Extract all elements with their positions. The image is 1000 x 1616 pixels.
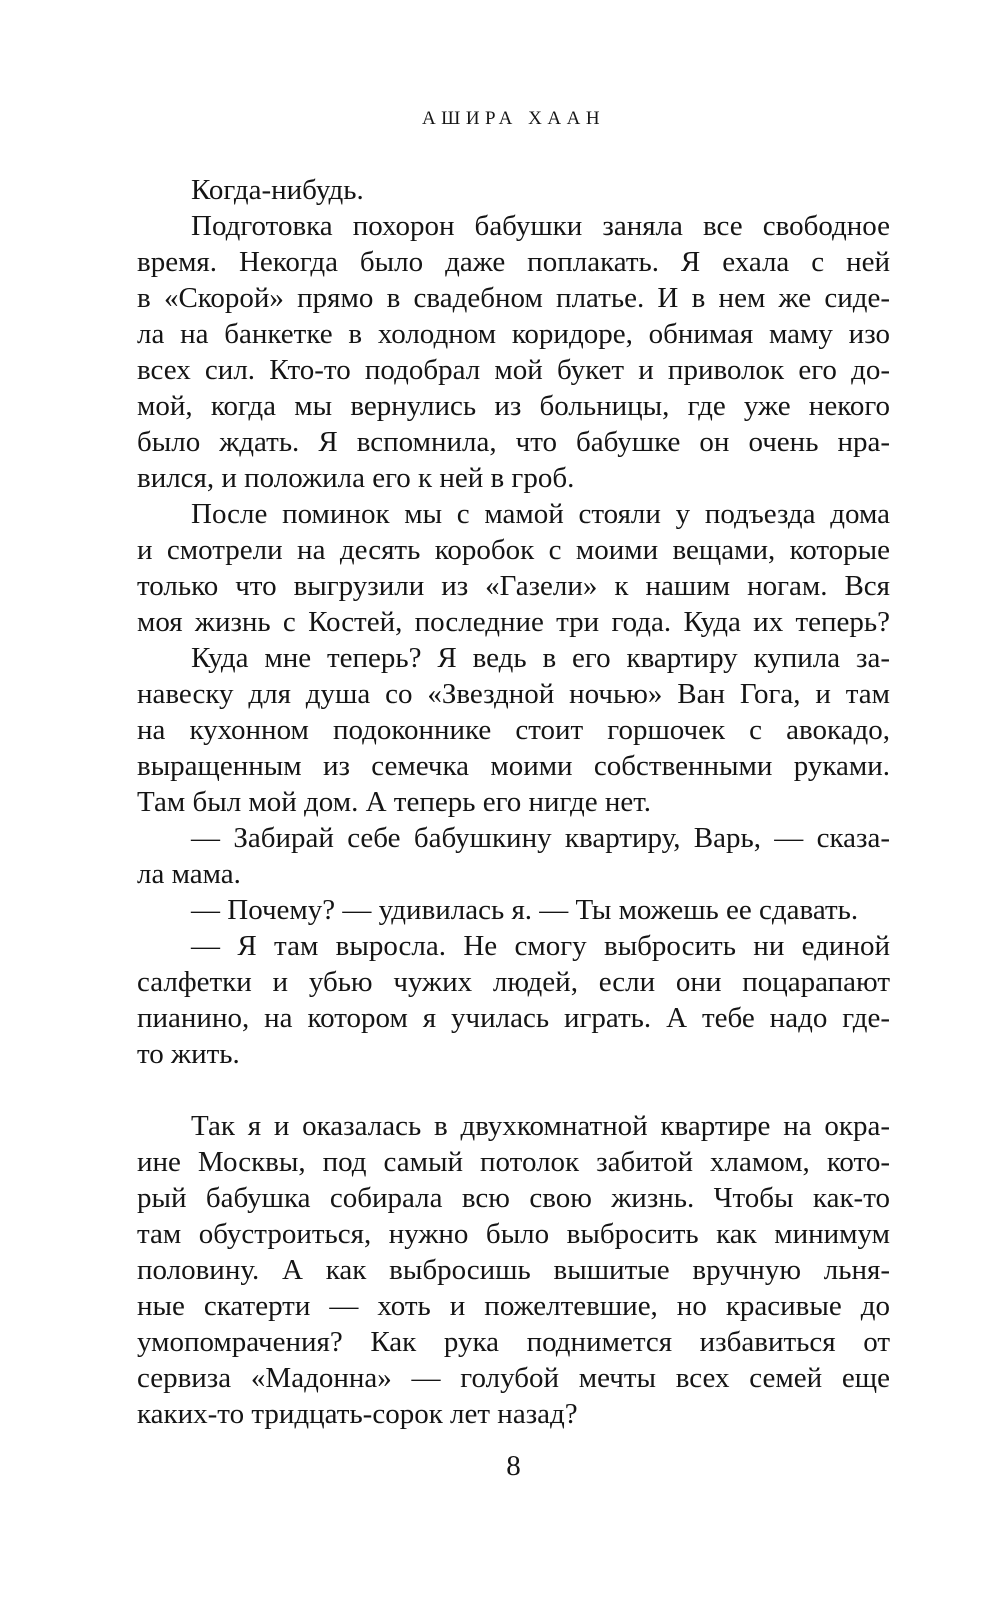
text-line: — Забирай себе бабушкину квартиру, Варь, — сказа- bbox=[191, 822, 890, 854]
text-line: только что выгрузили из «Газели» к нашим ногам. Вся bbox=[137, 570, 890, 602]
text-line: — Почему? — удивилась я. — Ты можешь ее сдавать. bbox=[191, 894, 859, 926]
page-body-text bbox=[137, 172, 890, 1432]
text-line: ине Москвы, под самый потолок забитой хламом, кото- bbox=[137, 1146, 890, 1178]
text-line: После поминок мы с мамой стояли у подъезда дома bbox=[191, 498, 890, 530]
text-line: ные скатерти — хоть и пожелтевшие, но красивые до bbox=[137, 1290, 890, 1322]
text-line: половину. А как выбросишь вышитые вручную льня- bbox=[137, 1254, 890, 1286]
running-header-author: АШИРА ХААН bbox=[421, 108, 606, 129]
text-line: мой, когда мы вернулись из больницы, где уже некого bbox=[137, 390, 890, 422]
text-line: то жить. bbox=[137, 1038, 240, 1070]
text-line: выращенным из семечка моими собственными руками. bbox=[137, 750, 890, 782]
text-line: Так я и оказалась в двухкомнатной квартире на окра- bbox=[191, 1110, 890, 1142]
text-line: салфетки и убью чужих людей, если они поцарапают bbox=[137, 966, 890, 998]
text-line: сервиза «Мадонна» — голубой мечты всех семей еще bbox=[137, 1362, 890, 1394]
text-line: рый бабушка собирала всю свою жизнь. Чтобы как-то bbox=[137, 1182, 890, 1214]
text-line: ла мама. bbox=[137, 858, 241, 890]
text-line: было ждать. Я вспомнила, что бабушке он очень нра- bbox=[137, 426, 890, 458]
text-line: всех сил. Кто-то подобрал мой букет и приволок его до- bbox=[137, 354, 890, 386]
text-line: там обустроиться, нужно было выбросить как минимум bbox=[137, 1218, 890, 1250]
text-line: вился, и положила его к ней в гроб. bbox=[137, 462, 575, 494]
text-line: на кухонном подоконнике стоит горшочек с авокадо, bbox=[137, 714, 890, 746]
text-line: и смотрели на десять коробок с моими вещами, которые bbox=[137, 534, 890, 566]
text-line: ла на банкетке в холодном коридоре, обнимая маму изо bbox=[137, 318, 890, 350]
text-line: моя жизнь с Костей, последние три года. Куда их теперь? bbox=[137, 606, 890, 638]
text-line: пианино, на котором я училась играть. А тебе надо где- bbox=[137, 1002, 890, 1034]
text-line: время. Некогда было даже поплакать. Я ехала с ней bbox=[137, 246, 890, 278]
text-line: каких-то тридцать-сорок лет назад? bbox=[137, 1398, 578, 1430]
text-line: в «Скорой» прямо в свадебном платье. И в нем же сиде- bbox=[137, 282, 890, 314]
page-number: 8 bbox=[506, 1450, 521, 1482]
text-line: — Я там выросла. Не смогу выбросить ни единой bbox=[191, 930, 890, 962]
text-line: умопомрачения? Как рука поднимется избавиться от bbox=[137, 1326, 890, 1358]
text-line: Там был мой дом. А теперь его нигде нет. bbox=[137, 786, 651, 818]
text-line: Подготовка похорон бабушки заняла все свободное bbox=[191, 210, 890, 242]
text-line: Когда-нибудь. bbox=[191, 174, 364, 206]
text-line: Куда мне теперь? Я ведь в его квартиру купила за- bbox=[191, 642, 890, 674]
text-line: навеску для душа со «Звездной ночью» Ван Гога, и там bbox=[137, 678, 890, 710]
